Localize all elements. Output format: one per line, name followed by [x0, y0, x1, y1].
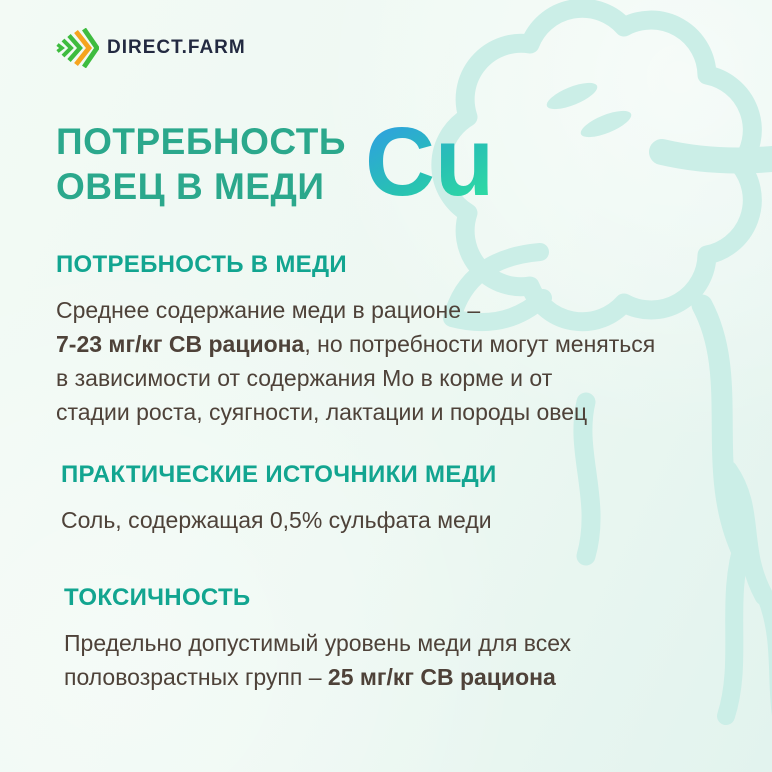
section-body: [61, 503, 751, 537]
section-heading: ПРАКТИЧЕСКИЕ ИСТОЧНИКИ МЕДИ: [61, 461, 497, 488]
section-body: [64, 626, 754, 694]
section-heading: ПОТРЕБНОСТЬ В МЕДИ: [56, 251, 347, 278]
body-text-line: Соль, содержащая 0,5% сульфата меди: [61, 507, 492, 533]
section-copper-requirement: [56, 251, 746, 429]
section-body: [56, 293, 746, 429]
body-text-line: Предельно допустимый уровень меди для всех: [64, 630, 572, 656]
body-text-line: стадии роста, суягности, лактации и породы овец: [56, 399, 588, 425]
triple-chevron-right-icon: [56, 28, 99, 68]
title-line-2: ОВЕЦ В МЕДИ: [56, 166, 325, 207]
body-text-line: половозрастных групп – 25 мг/кг СВ рациона: [64, 664, 556, 690]
direct-farm-logo: [56, 28, 246, 68]
body-text-line: 7-23 мг/кг СВ рациона, но потребности могут меняться: [56, 331, 656, 357]
section-practical-sources: [61, 461, 751, 537]
brand-name: DIRECT.FARM: [107, 37, 246, 58]
section-toxicity: [64, 584, 754, 694]
title-line-1: ПОТРЕБНОСТЬ: [56, 121, 346, 162]
body-text-line: Среднее содержание меди в рационе –: [56, 297, 481, 323]
page-title: [56, 119, 346, 209]
section-heading: ТОКСИЧНОСТЬ: [64, 584, 251, 611]
element-symbol-cu: Cu: [365, 107, 495, 216]
body-text-line: в зависимости от содержания Мо в корме и от: [56, 365, 553, 391]
